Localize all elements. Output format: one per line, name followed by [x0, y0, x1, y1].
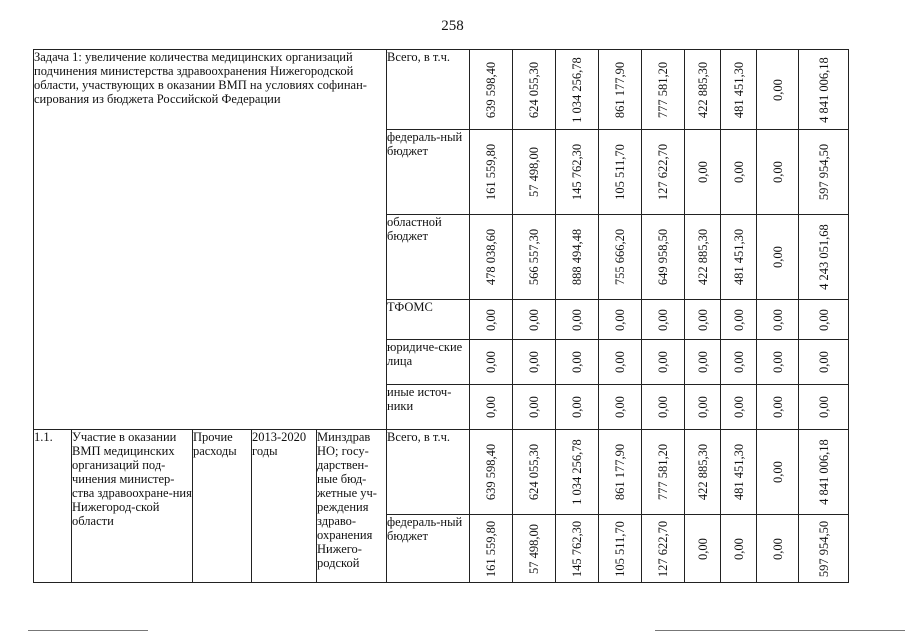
value-cell: [513, 385, 556, 430]
value-cell: [685, 300, 721, 340]
value-text: 127 622,70: [656, 520, 670, 577]
value-cell: [642, 50, 685, 130]
value-cell: [599, 340, 642, 385]
value-cell: [470, 430, 513, 515]
value-text: 0,00: [613, 396, 627, 418]
value-cell: [721, 300, 757, 340]
value-cell: [556, 50, 599, 130]
value-cell: [721, 340, 757, 385]
footer-rule-right: [655, 630, 905, 631]
value-cell: [642, 385, 685, 430]
funding-source: ТФОМС: [387, 300, 470, 340]
value-cell: [721, 385, 757, 430]
value-text: 481 451,30: [731, 443, 746, 501]
value-cell: [556, 430, 599, 515]
funding-source: федераль-ный бюджет: [387, 130, 470, 215]
value-text: 0,00: [731, 161, 746, 183]
footer-rule-left: [28, 630, 148, 631]
value-text: 0,00: [770, 161, 785, 183]
value-text: 0,00: [527, 308, 541, 331]
value-cell: [556, 340, 599, 385]
value-text: 0,00: [570, 396, 584, 418]
value-text: 0,00: [695, 161, 710, 183]
value-cell: [470, 215, 513, 300]
value-text: 0,00: [484, 308, 498, 331]
value-cell: [470, 340, 513, 385]
task-description: Задача 1: увеличение количества медицинских организаций подчинения министерства здравоохранения Нижегородской области, участвующих в оказании ВМП на условиях софинан-сирования из бюджета Российской Федерации: [34, 50, 387, 430]
value-cell: [556, 130, 599, 215]
value-cell: [556, 385, 599, 430]
value-text: 639 598,40: [484, 61, 498, 118]
value-text: 481 451,30: [731, 228, 746, 286]
funding-source: юридиче-ские лица: [387, 340, 470, 385]
value-text: 422 885,30: [695, 443, 710, 501]
value-cell: [685, 130, 721, 215]
value-text: 0,00: [770, 351, 785, 373]
value-text: 0,00: [656, 308, 670, 331]
value-text: 4 243 051,68: [816, 224, 831, 290]
value-text: 0,00: [527, 396, 541, 418]
value-text: 57 498,00: [527, 147, 541, 197]
value-text: 4 841 006,18: [816, 439, 831, 505]
value-text: 0,00: [770, 396, 785, 418]
value-cell: [642, 340, 685, 385]
value-text: 597 954,50: [816, 143, 831, 201]
value-text: 597 954,50: [816, 520, 831, 577]
value-cell: [685, 340, 721, 385]
value-text: 0,00: [731, 308, 746, 331]
value-text: 0,00: [656, 351, 670, 373]
value-cell: [470, 515, 513, 583]
value-text: 0,00: [770, 78, 785, 101]
value-cell: [599, 385, 642, 430]
value-cell: [685, 430, 721, 515]
page-number: 258: [441, 18, 464, 34]
value-text: 145 762,30: [570, 143, 584, 201]
value-cell: [685, 515, 721, 583]
value-text: 624 055,30: [527, 61, 541, 118]
value-cell: [799, 515, 849, 583]
item-period: 2013-2020 годы: [252, 430, 317, 583]
value-text: 624 055,30: [527, 443, 541, 501]
value-text: 0,00: [770, 461, 785, 483]
value-text: 422 885,30: [695, 61, 710, 118]
value-cell: [799, 300, 849, 340]
value-cell: [757, 430, 799, 515]
value-cell: [799, 430, 849, 515]
value-text: 0,00: [695, 351, 710, 373]
value-text: 0,00: [570, 308, 584, 331]
value-text: 0,00: [731, 351, 746, 373]
value-text: 861 177,90: [613, 443, 627, 501]
value-cell: [642, 300, 685, 340]
value-cell: [513, 300, 556, 340]
item-executor: Минздрав НО; госу-дарствен-ные бюд-жетные уч-реждения здраво-охранения Нижего-родской: [317, 430, 387, 583]
value-text: 161 559,80: [484, 143, 498, 201]
value-cell: [799, 130, 849, 215]
value-text: 1 034 256,78: [570, 56, 584, 123]
item-number: 1.1.: [34, 430, 72, 583]
value-text: 1 034 256,78: [570, 439, 584, 505]
value-cell: [757, 515, 799, 583]
value-cell: [757, 340, 799, 385]
value-text: 127 622,70: [656, 143, 670, 201]
value-text: 0,00: [695, 537, 710, 560]
funding-source: областной бюджет: [387, 215, 470, 300]
value-cell: [599, 430, 642, 515]
value-cell: [642, 215, 685, 300]
funding-source: Всего, в т.ч.: [387, 50, 470, 130]
funding-source: иные источ-ники: [387, 385, 470, 430]
value-text: 0,00: [613, 351, 627, 373]
value-text: 0,00: [484, 351, 498, 373]
funding-source: федераль-ный бюджет: [387, 515, 470, 583]
value-cell: [513, 130, 556, 215]
value-text: 0,00: [484, 396, 498, 418]
value-cell: [556, 300, 599, 340]
value-cell: [721, 515, 757, 583]
value-cell: [642, 130, 685, 215]
finance-table: [33, 49, 849, 583]
value-text: 0,00: [731, 396, 746, 418]
value-cell: [513, 515, 556, 583]
value-text: 0,00: [770, 246, 785, 268]
item-name: Участие в оказании ВМП медицинских организаций под-чинения министер-ства здравоохране-ния Нижегород-ской области: [72, 430, 193, 583]
value-cell: [470, 130, 513, 215]
value-cell: [556, 215, 599, 300]
value-cell: [721, 215, 757, 300]
value-cell: [757, 385, 799, 430]
value-cell: [685, 385, 721, 430]
value-text: 0,00: [656, 396, 670, 418]
value-text: 0,00: [695, 308, 710, 331]
value-cell: [599, 515, 642, 583]
value-cell: [599, 130, 642, 215]
value-cell: [556, 515, 599, 583]
table-row: [34, 430, 849, 515]
value-text: 422 885,30: [695, 228, 710, 286]
value-cell: [685, 215, 721, 300]
value-text: 478 038,60: [484, 228, 498, 286]
item-category: Прочие расходы: [193, 430, 252, 583]
value-cell: [513, 50, 556, 130]
value-text: 481 451,30: [731, 61, 746, 118]
value-text: 57 498,00: [527, 523, 541, 574]
value-text: 161 559,80: [484, 520, 498, 577]
value-text: 0,00: [527, 351, 541, 373]
value-text: 145 762,30: [570, 520, 584, 577]
value-text: 566 557,30: [527, 228, 541, 286]
value-text: 0,00: [731, 537, 746, 560]
value-cell: [470, 300, 513, 340]
value-text: 4 841 006,18: [816, 56, 831, 123]
value-cell: [470, 385, 513, 430]
value-cell: [799, 385, 849, 430]
value-text: 861 177,90: [613, 61, 627, 118]
value-text: 777 581,20: [656, 443, 670, 501]
table-row: [34, 50, 849, 130]
value-cell: [513, 430, 556, 515]
value-text: 649 958,50: [656, 228, 670, 286]
value-cell: [599, 300, 642, 340]
value-text: 0,00: [770, 537, 785, 560]
value-cell: [642, 430, 685, 515]
value-cell: [721, 430, 757, 515]
value-cell: [642, 515, 685, 583]
value-text: 0,00: [816, 351, 831, 373]
value-cell: [513, 340, 556, 385]
value-cell: [799, 215, 849, 300]
value-cell: [685, 50, 721, 130]
value-text: 0,00: [770, 308, 785, 331]
value-cell: [599, 215, 642, 300]
value-cell: [721, 50, 757, 130]
value-text: 0,00: [816, 396, 831, 418]
value-cell: [599, 50, 642, 130]
value-text: 777 581,20: [656, 61, 670, 118]
value-cell: [799, 340, 849, 385]
value-text: 0,00: [570, 351, 584, 373]
value-text: 105 511,70: [613, 520, 627, 577]
value-cell: [757, 300, 799, 340]
value-cell: [757, 215, 799, 300]
value-text: 755 666,20: [613, 228, 627, 286]
value-cell: [513, 215, 556, 300]
value-cell: [757, 130, 799, 215]
value-text: 0,00: [695, 396, 710, 418]
value-text: 0,00: [613, 308, 627, 331]
value-cell: [799, 50, 849, 130]
value-text: 888 494,48: [570, 228, 584, 286]
value-cell: [470, 50, 513, 130]
value-text: 0,00: [816, 308, 831, 331]
value-text: 639 598,40: [484, 443, 498, 501]
value-cell: [721, 130, 757, 215]
funding-source: Всего, в т.ч.: [387, 430, 470, 515]
value-cell: [757, 50, 799, 130]
value-text: 105 511,70: [613, 144, 627, 200]
